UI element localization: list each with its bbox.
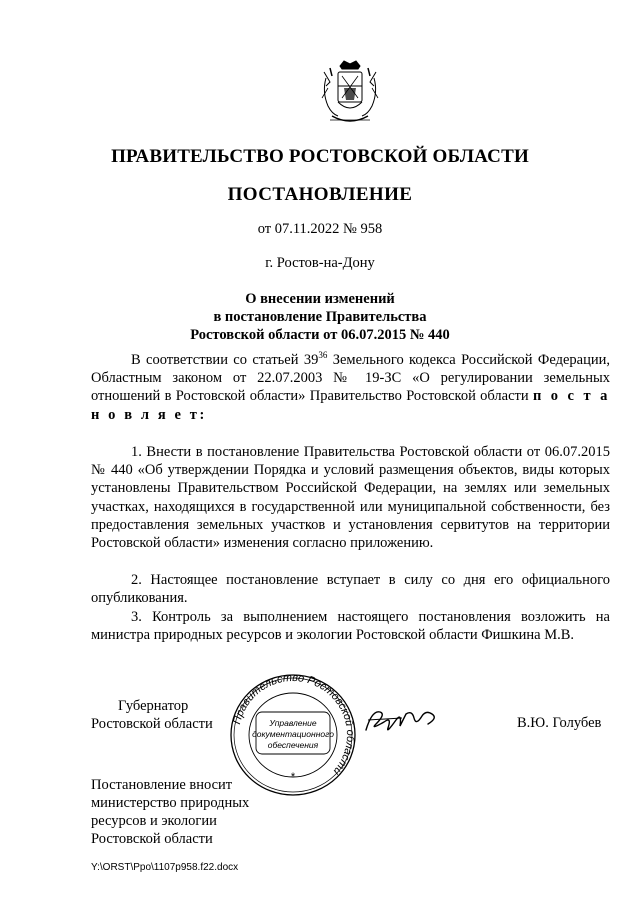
subject-line: в постановление Правительства	[213, 309, 427, 325]
signatory-title	[91, 697, 241, 733]
coat-of-arms-emblem	[318, 58, 382, 128]
item-3-paragraph	[91, 608, 610, 644]
signatory-name: В.Ю. Голубев	[517, 715, 602, 731]
signatory-title-line: Губернатор	[118, 698, 189, 714]
signatory-title-line: Ростовской области	[91, 716, 213, 732]
government-name: ПРАВИТЕЛЬСТВО РОСТОВСКОЙ ОБЛАСТИ	[111, 146, 529, 167]
introduced-by-line: ресурсов и экологии	[91, 813, 217, 829]
stamp-inner-line: документационного	[252, 729, 334, 739]
article-superscript: 36	[318, 350, 328, 361]
stamp-inner-line: Управление	[269, 718, 317, 728]
document-subject	[0, 290, 640, 344]
handwritten-signature	[362, 700, 442, 740]
city: г. Ростов-на-Дону	[265, 255, 375, 271]
item-text: 1. Внести в постановление Правительства Ростовской области от 06.07.2015 № 440 «Об утверждении Порядка и условий размещения объектов, виды которых установлены Правительством Российской Федерации, на землях или земельных участках, находящихся в государственной или муниципальной собственности, без предоставления земельных участков и установления сервитутов на территории Ростовской области» изменения согласно приложению.	[91, 444, 610, 552]
file-path: Y:\ORST\Ppo\1107p958.f22.docx	[91, 862, 239, 873]
item-text: 2. Настоящее постановление вступает в силу со дня его официального опубликования.	[91, 572, 610, 607]
stamp-outer-text: Правительство Ростовской области	[231, 672, 357, 778]
stamp-star: *	[290, 771, 296, 783]
preamble-text-cont: Земельного кодекса Российской Федерации, Областным законом от 22.07.2003 № 19-ЗС «О регулировании земельных отношений в Ростовской области» Правительство Ростовской области	[91, 352, 610, 405]
stamp-inner-line: обеспечения	[267, 740, 319, 750]
introduced-by-block	[91, 776, 291, 848]
introduced-by-line: министерство природных	[91, 795, 250, 811]
item-1-paragraph	[91, 443, 610, 552]
subject-line: О внесении изменений	[245, 291, 395, 307]
introduced-by-line: Ростовской области	[91, 831, 213, 847]
item-text: 3. Контроль за выполнением настоящего постановления возложить на министра природных ресурсов и экологии Ростовской области Фишкина М.В.	[91, 609, 610, 644]
decree-word: п о с т а н о в л я е т:	[91, 388, 610, 423]
subject-line: Ростовской области от 06.07.2015 № 440	[190, 327, 450, 343]
item-2-paragraph	[91, 571, 610, 607]
date-number: от 07.11.2022 № 958	[257, 221, 383, 237]
preamble-paragraph	[91, 351, 610, 424]
introduced-by-line: Постановление вносит	[91, 777, 233, 793]
document-type: ПОСТАНОВЛЕНИЕ	[227, 184, 413, 205]
preamble-text: В соответствии со статьей 39	[131, 352, 319, 368]
